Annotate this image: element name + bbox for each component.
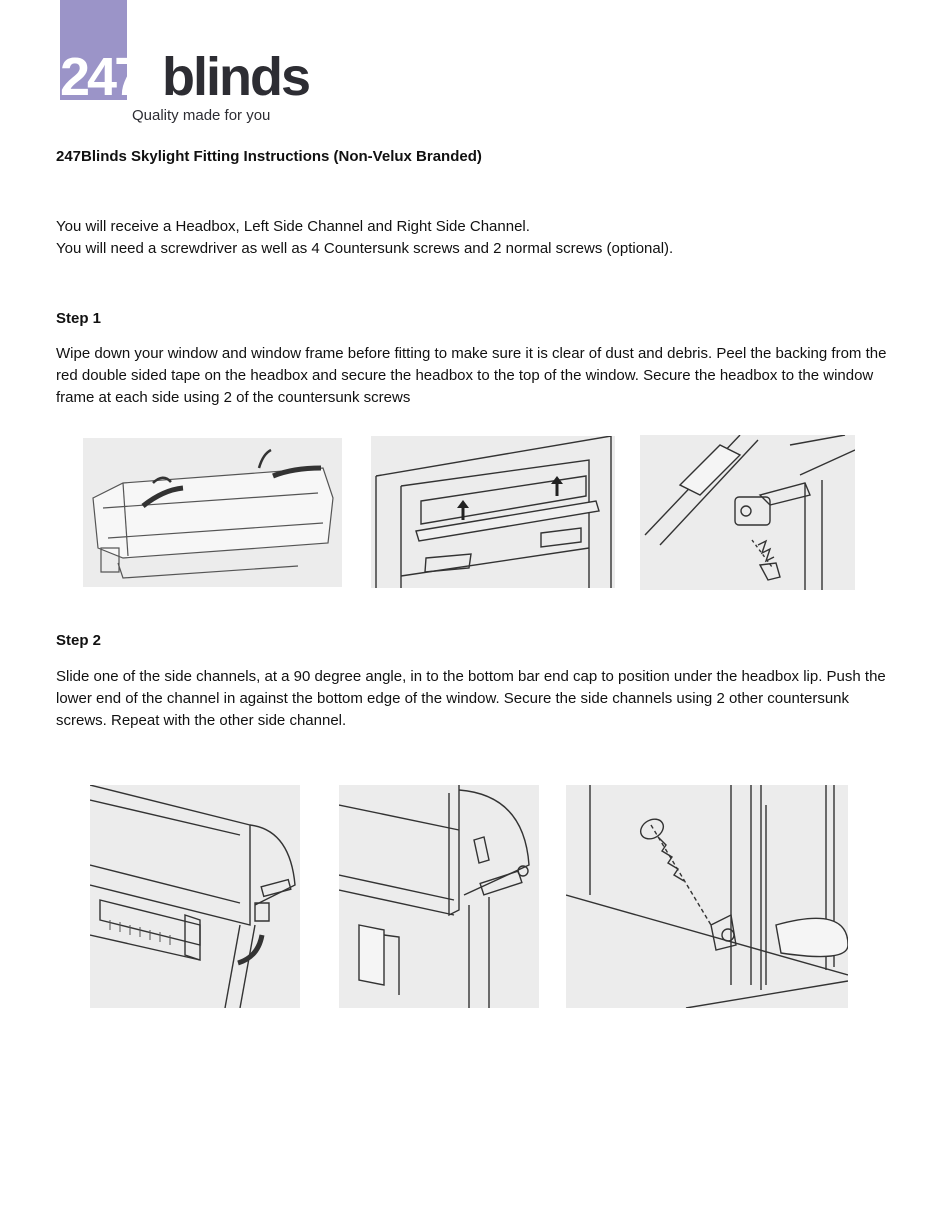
side-channel-screw-illustration (566, 785, 848, 1008)
corner-screw-illustration (640, 435, 855, 590)
intro-line-2: You will need a screwdriver as well as 4 Countersunk screws and 2 normal screws (optional). (56, 240, 674, 257)
headbox-on-frame-illustration (371, 436, 615, 588)
document-title: 247Blinds Skylight Fitting Instructions (Non-Velux Branded) (56, 148, 482, 165)
end-cap-illustration (339, 785, 539, 1008)
step-2-heading: Step 2 (56, 632, 102, 649)
brand-logo (60, 0, 309, 130)
logo-word: blinds (162, 47, 309, 107)
logo-tagline: Quality made for you (132, 107, 271, 124)
peel-tape-illustration (83, 438, 342, 587)
side-channel-insert-illustration (90, 785, 300, 1008)
step-1-heading: Step 1 (56, 310, 102, 327)
step-2-text: Slide one of the side channels, at a 90 degree angle, in to the bottom bar end cap to position under the headbox lip. Push the lower end of the channel in against the bottom edge of the window. Secure the side channels using 2 other countersunk screws. Repeat with the other side channel. (56, 668, 886, 729)
step-1-text: Wipe down your window and window frame before fitting to make sure it is clear of dust and debris. Peel the backing from the red double sided tape on the headbox and secure the headbox to the top of the window. Secure the headbox to the window frame at each side using 2 of the countersunk screws (56, 345, 887, 406)
logo-numerals: 247 (60, 47, 142, 107)
intro-line-1: You will receive a Headbox, Left Side Channel and Right Side Channel. (56, 218, 530, 235)
